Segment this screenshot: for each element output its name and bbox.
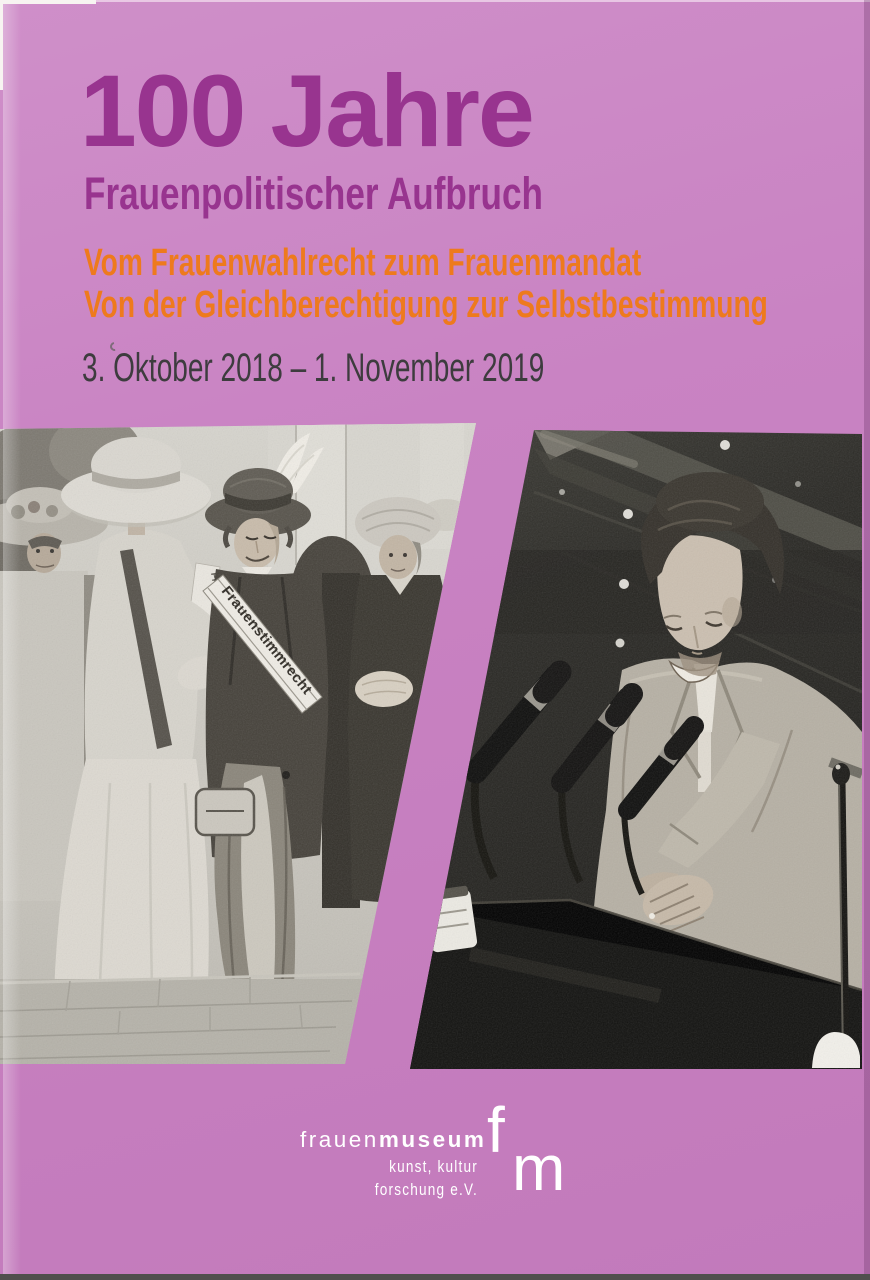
scan-edge-top	[0, 0, 870, 2]
poster-subtitle: Frauenpolitischer Aufbruch	[84, 168, 543, 219]
page-edge-sheen	[3, 0, 21, 1280]
film-grain-overlay	[410, 430, 862, 1069]
photo-speaker-scene	[410, 430, 862, 1069]
photo-speaker-podium	[410, 430, 862, 1069]
photo-suffragettes	[0, 423, 476, 1064]
logo-name-bold: museum	[378, 1127, 487, 1152]
scan-edge-left	[0, 0, 3, 90]
exhibition-dates: 3. Oktober 2018 – 1. November 2019	[82, 346, 545, 390]
scan-edge-bottom	[0, 1274, 870, 1280]
logo-monogram-f: f	[487, 1094, 505, 1166]
photo-suffragettes-scene	[0, 423, 476, 1064]
tagline-line1: Vom Frauenwahlrecht zum Frauenmandat	[84, 242, 642, 284]
film-grain-overlay	[0, 423, 476, 1064]
scan-edge-right	[864, 0, 870, 1280]
logo-line-kunst-kultur: kunst, kultur	[389, 1157, 478, 1176]
tagline-line2: Von der Gleichberechtigung zur Selbstbestimmung	[84, 284, 768, 326]
poster-title: 100 Jahre	[80, 54, 533, 168]
logo-name-light: frauen	[300, 1127, 379, 1152]
logo-monogram-m: m	[512, 1132, 566, 1204]
logo-frauenmuseum	[300, 1127, 487, 1153]
logo-line-forschung: forschung e.V.	[374, 1180, 478, 1199]
scan-edge-top-left	[0, 0, 96, 4]
